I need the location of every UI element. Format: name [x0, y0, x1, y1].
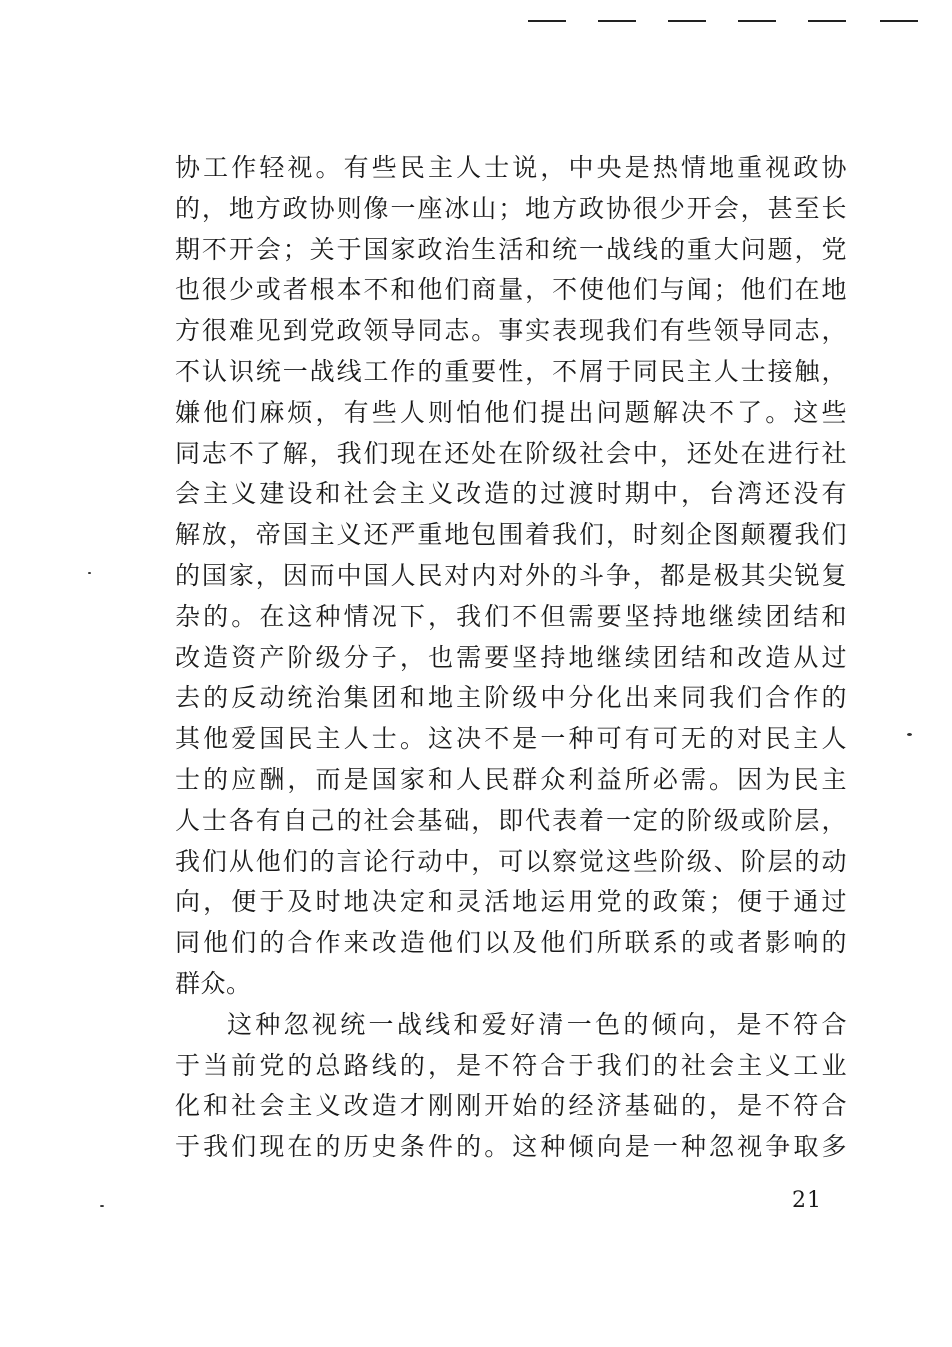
text-line: 向，便于及时地决定和灵活地运用党的政策；便于通过 [175, 887, 847, 917]
page-number: 21 [792, 1188, 822, 1213]
text-line: 杂的。在这种情况下，我们不但需要坚持地继续团结和 [175, 601, 847, 631]
text-line: 同志不了解，我们现在还处在阶级社会中，还处在进行社 [175, 438, 847, 468]
page-body [175, 148, 847, 1168]
text-line: 的，地方政协则像一座冰山；地方政协很少开会，甚至长 [175, 193, 847, 223]
text-line: 士的应酬，而是国家和人民群众利益所必需。因为民主 [175, 764, 847, 794]
text-line: 方很难见到党政领导同志。事实表现我们有些领导同志， [175, 316, 847, 346]
paragraph-1 [175, 148, 847, 1005]
header-rule [528, 20, 928, 24]
text-line: 会主义建设和社会主义改造的过渡时期中，台湾还没有 [175, 479, 847, 509]
text-line: 人士各有自己的社会基础，即代表着一定的阶级或阶层， [175, 805, 847, 835]
text-line: 改造资产阶级分子，也需要坚持地继续团结和改造从过 [175, 642, 847, 672]
paragraph-2 [175, 1005, 847, 1168]
scan-speck [100, 1205, 104, 1207]
text-line: 解放，帝国主义还严重地包围着我们，时刻企图颠覆我们 [175, 520, 847, 550]
text-line: 去的反动统治集团和地主阶级中分化出来同我们合作的 [175, 683, 847, 713]
text-line: 嫌他们麻烦，有些人则怕他们提出问题解决不了。这些 [175, 397, 847, 427]
text-line: 协工作轻视。有些民主人士说，中央是热情地重视政协 [175, 153, 847, 182]
text-line: 化和社会主义改造才刚刚开始的经济基础的，是不符合 [175, 1091, 847, 1121]
text-line: 的国家，因而中国人民对内对外的斗争，都是极其尖锐复 [175, 560, 847, 590]
text-line: 也很少或者根本不和他们商量，不使他们与闻；他们在地 [175, 275, 847, 305]
scan-speck [88, 572, 91, 574]
text-line: 于当前党的总路线的，是不符合于我们的社会主义工业 [175, 1050, 847, 1080]
scan-speck [907, 733, 912, 736]
text-line: 于我们现在的历史条件的。这种倾向是一种忽视争取多 [175, 1132, 847, 1162]
text-line: 其他爱国民主人士。这决不是一种可有可无的对民主人 [175, 724, 847, 754]
text-line: 同他们的合作来改造他们以及他们所联系的或者影响的 [175, 928, 847, 958]
text-line: 期不开会；关于国家政治生活和统一战线的重大问题，党 [175, 234, 847, 264]
text-line: 群众。 [175, 968, 252, 998]
text-line: 这种忽视统一战线和爱好清一色的倾向，是不符合 [227, 1009, 847, 1039]
text-line: 我们从他们的言论行动中，可以察觉这些阶级、阶层的动 [175, 846, 847, 876]
text-line: 不认识统一战线工作的重要性，不屑于同民主人士接触， [175, 356, 847, 386]
